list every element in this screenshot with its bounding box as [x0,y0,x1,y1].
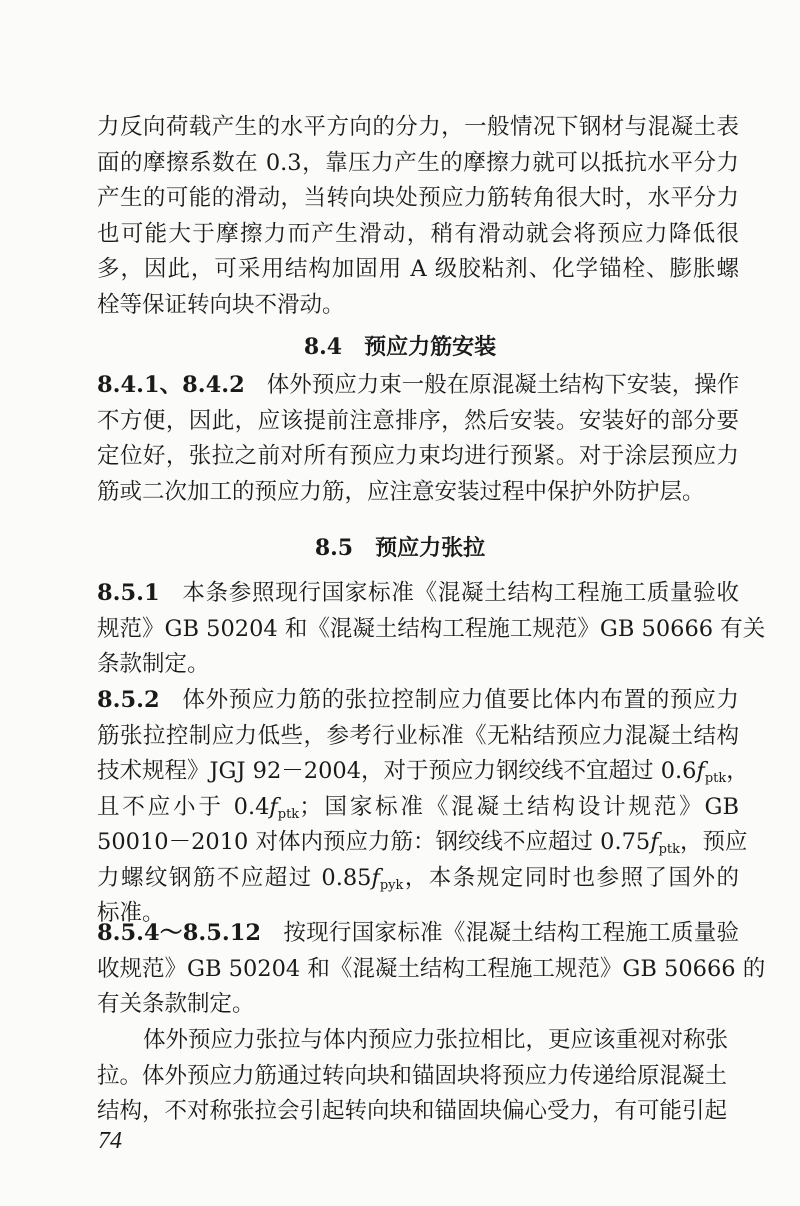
line-text: 且不应小于 0.4 [97,793,270,820]
text-line [97,252,739,288]
clause-number: 8.5.2 [97,687,160,713]
paragraph [97,1023,739,1130]
text-line [97,368,739,404]
text-line [97,146,739,182]
section-number: 8.4 [303,334,343,360]
line-text: 体外预应力筋的张拉控制应力值要比体内布置的预应力 [181,687,739,713]
symbol-f: f [269,793,278,820]
line-text: ，预应 [680,829,748,855]
text-line [97,1059,739,1095]
text-line [97,181,739,217]
line-text: 力反向荷载产生的水平方向的分力，一般情况下钢材与混凝土表 [97,114,739,140]
line-text: 也可能大于摩擦力而产生滑动，稍有滑动就会将预应力降低很 [97,220,739,247]
text-line [97,861,739,897]
text-line [97,288,739,324]
text-line [97,987,739,1023]
text-line [97,647,739,683]
text-line [97,404,739,440]
symbol [697,758,727,784]
symbol-f: f [371,864,380,891]
section-title: 预应力筋安装 [364,334,497,360]
line-text: 收规范》GB 50204 和《混凝土结构工程施工规范》GB 50666 的 [97,955,766,982]
text-line [97,952,766,988]
symbol-f: f [696,758,705,784]
line-text: 面的摩擦系数在 0.3，靠压力产生的摩擦力就可以抵抗水平分力 [97,149,739,176]
line-text: 力螺纹钢筋不应超过 0.85 [97,864,372,891]
section-title: 预应力张拉 [375,535,486,561]
section-heading [0,531,800,565]
text-line [97,439,739,475]
symbol [650,829,680,855]
line-text: ， [726,758,749,784]
text-line [97,612,766,648]
text-line [97,683,739,719]
text-line [97,110,739,146]
paragraph [97,576,766,683]
paragraph [97,110,739,323]
paragraph [97,916,766,1023]
line-text: 条款制定。 [97,651,210,677]
symbol-f: f [650,829,659,855]
line-text: 不方便，因此，应该提前注意排序，然后安装。安装好的部分要 [97,407,739,434]
line-text: 结构，不对称张拉会引起转向块和锚固块偏心受力，有可能引起 [97,1098,728,1124]
line-text: 按现行国家标准《混凝土结构工程施工质量验 [283,920,739,946]
symbol-subscript: ptk [704,771,727,786]
symbol-subscript: ptk [658,842,681,857]
line-text: 栓等保证转向块不滑动。 [97,291,345,318]
page-number: 74 [98,1128,122,1154]
symbol [371,865,403,891]
line-text: ，本条规定同时也参照了国外的 [403,864,739,891]
paragraph [97,683,749,932]
section-number: 8.5 [314,535,354,561]
line-text: 拉。体外预应力筋通过转向块和锚固块将预应力传递给原混凝土 [97,1062,728,1089]
text-line [97,719,739,755]
line-text: 规范》GB 50204 和《混凝土结构工程施工规范》GB 50666 有关 [97,615,766,642]
line-text: 标准。 [97,900,165,926]
line-text: 技术规程》JGJ 92－2004，对于预应力钢绞线不宜超过 0.6 [97,758,697,784]
symbol [269,794,299,820]
clause-number: 8.5.1 [97,580,160,606]
line-text: 本条参照现行国家标准《混凝土结构工程施工质量验收 [181,580,739,606]
text-line [97,790,739,826]
line-text: 定位好，张拉之前对所有预应力束均进行预紧。对于涂层预应力 [97,443,739,469]
text-line [97,754,749,790]
line-text: 筋或二次加工的预应力筋，应注意安装过程中保护外防护层。 [97,478,705,505]
text-line [97,475,739,511]
clause-number: 8.5.4～8.5.12 [97,920,262,946]
text-line [97,576,739,612]
line-text: 50010－2010 对体内预应力筋：钢绞线不应超过 0.75 [97,829,651,855]
line-text: 多，因此，可采用结构加固用 A 级胶粘剂、化学锚栓、膨胀螺 [97,256,739,282]
text-line [97,1023,739,1059]
line-text: 有关条款制定。 [97,991,255,1017]
symbol-subscript: pyk [379,877,404,893]
line-text: ；国家标准《混凝土结构设计规范》GB [299,793,739,820]
line-text: 产生的可能的滑动，当转向块处预应力筋转角很大时，水平分力 [97,185,739,211]
text-line [97,1094,739,1130]
line-text: 体外预应力张拉与体内预应力张拉相比，更应该重视对称张 [143,1027,729,1053]
text-line [97,916,739,952]
text-line [97,217,739,253]
line-text: 筋张拉控制应力低些，参考行业标准《无粘结预应力混凝土结构 [97,722,739,749]
clause-number: 8.4.1、8.4.2 [97,372,245,398]
symbol-subscript: ptk [277,806,300,822]
text-line [97,825,748,861]
line-text: 体外预应力束一般在原混凝土结构下安装，操作 [266,372,740,398]
paragraph [97,368,739,510]
section-heading [0,330,800,364]
